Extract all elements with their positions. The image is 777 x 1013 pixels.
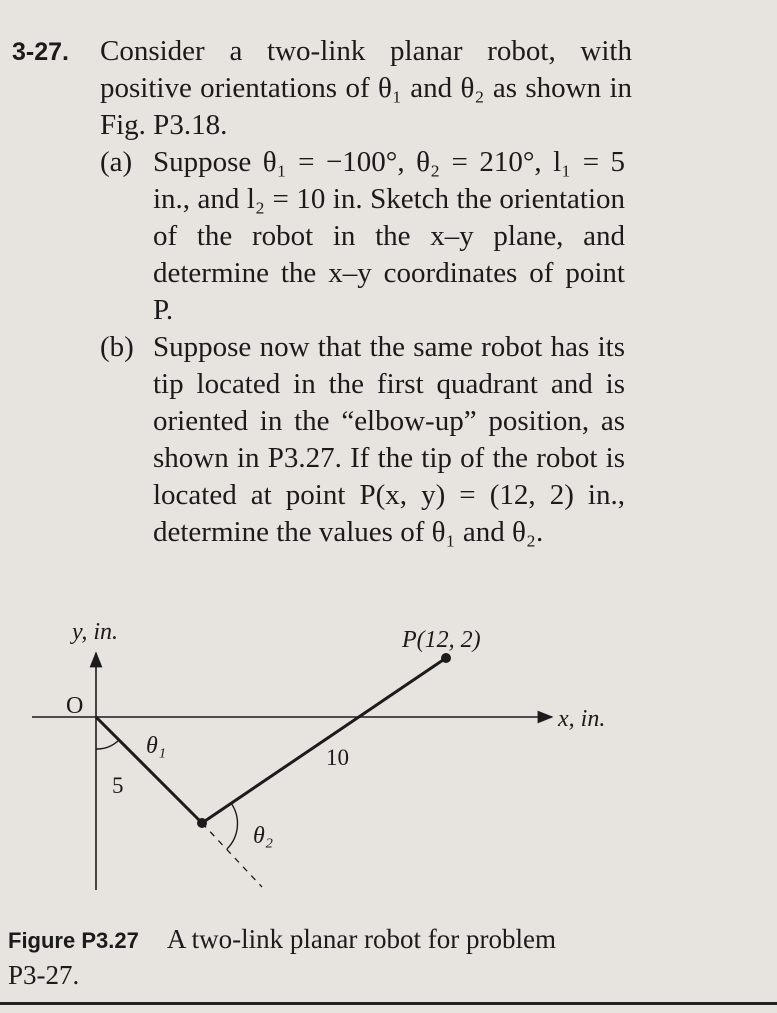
elbow-joint: [197, 818, 207, 828]
point-p-label: P(12, 2): [402, 627, 481, 653]
tip-point: [441, 653, 451, 663]
caption-text: A two-link planar robot for problem P3-27.: [8, 924, 557, 990]
part-b: [100, 329, 632, 551]
x-axis-label: x, in.: [558, 706, 606, 732]
part-a-text: Suppose θ₁ = −100°, θ₂ = 210°, l₁ = 5 in., and l₂ = 10 in. Sketch the orientation of the robot in the x–y plane, and determine the x–y coordinates of point P.: [153, 146, 625, 326]
part-b-text: Suppose now that the same robot has its tip located in the first quadrant and is oriented in the “elbow-up” position, as shown in P3.27. If the tip of the robot is located at point P(x, y) = (12, 2) in., determine the values of θ₁ and θ₂.: [153, 331, 625, 548]
robot-figure: [0, 615, 777, 915]
figure-caption: [8, 922, 568, 992]
theta1-arc: [96, 740, 119, 749]
part-a-label: (a): [100, 146, 133, 178]
part-a: [100, 144, 632, 329]
theta1-label: θ₁: [146, 733, 167, 759]
part-b-label: (b): [100, 331, 134, 363]
problem-number: 3-27.: [12, 38, 69, 66]
problem-statement: Consider a two-link planar robot, with positive orientations of θ₁ and θ₂ as shown in Fig. P3.18.: [100, 35, 632, 141]
link-2: [202, 658, 446, 823]
link1-length-label: 5: [112, 773, 124, 798]
problem-3-27: [12, 33, 632, 551]
link2-length-label: 10: [326, 745, 349, 770]
page-bottom-rule: [0, 1002, 777, 1005]
origin-label: O: [66, 693, 84, 719]
y-axis-label: y, in.: [72, 619, 118, 645]
figure-label: Figure P3.27: [8, 928, 139, 953]
theta2-arc: [227, 803, 237, 849]
theta2-label: θ₂: [253, 823, 274, 849]
